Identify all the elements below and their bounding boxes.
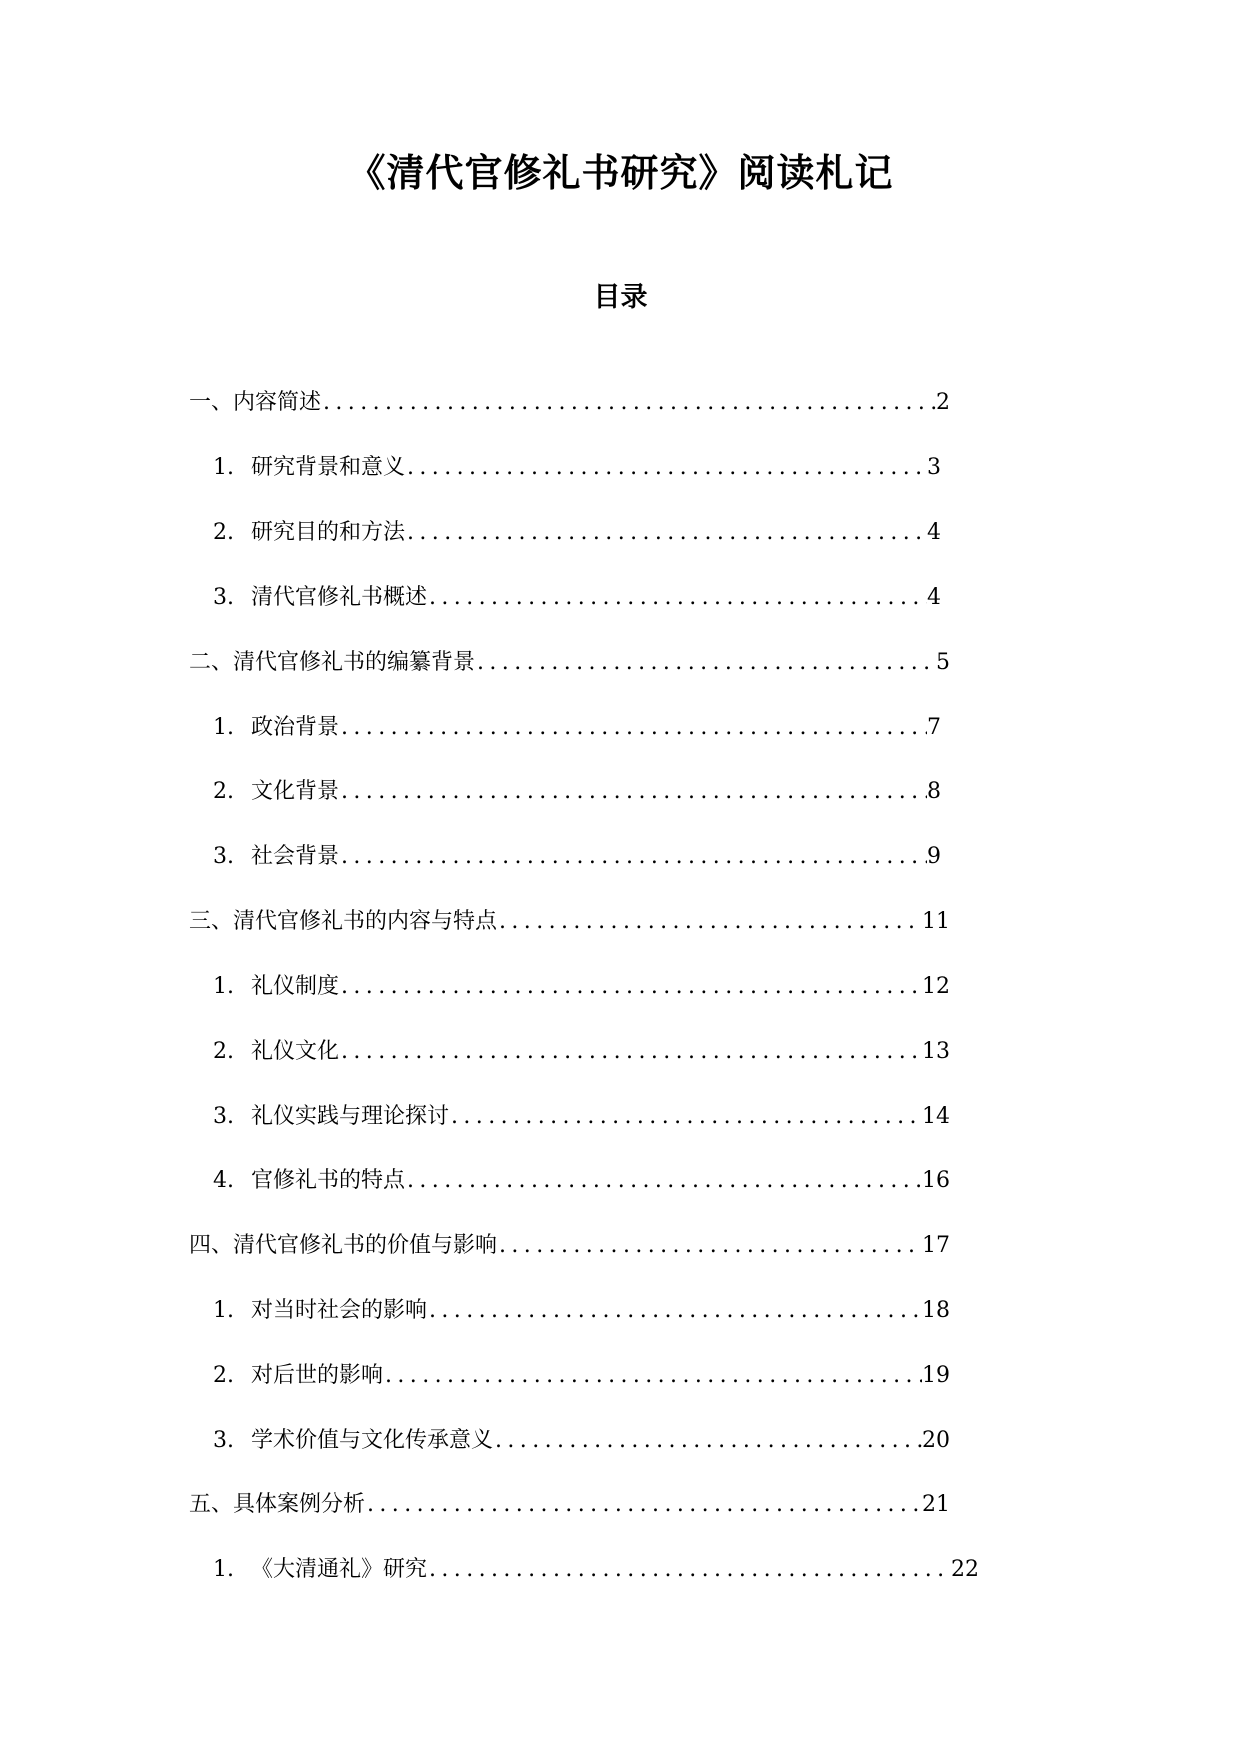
toc-entry-number: 3.: [213, 1428, 234, 1453]
toc-dot-leader: [405, 451, 927, 485]
toc-page-number: 18: [922, 1298, 950, 1323]
toc-entry[interactable]: [213, 451, 941, 485]
toc-entry-text: 政治背景: [251, 715, 340, 740]
toc-entry[interactable]: [213, 1100, 950, 1134]
toc-entry[interactable]: [213, 711, 941, 745]
toc-entry-text: 一、内容简述: [189, 390, 322, 415]
toc-entry-text: 二、清代官修礼书的编纂背景: [189, 650, 476, 675]
toc-dot-leader: [475, 646, 936, 680]
toc-dot-leader: [427, 1294, 922, 1328]
toc-dot-leader: [339, 711, 927, 745]
toc-page-number: 14: [922, 1104, 950, 1129]
toc-entry-text: 清代官修礼书概述: [251, 585, 428, 610]
toc-entry-text: 五、具体案例分析: [189, 1492, 366, 1517]
toc-page-number: 22: [951, 1557, 979, 1582]
toc-entry[interactable]: [213, 1164, 950, 1198]
toc-dot-leader: [493, 1424, 922, 1458]
toc-page-number: 13: [922, 1039, 950, 1064]
toc-entry-text: 研究背景和意义: [251, 455, 406, 480]
toc-page-number: 2: [936, 390, 950, 415]
toc-entry[interactable]: [189, 646, 950, 680]
toc-entry[interactable]: [189, 905, 950, 939]
toc-page-number: 5: [936, 650, 950, 675]
toc-dot-leader: [365, 1488, 922, 1522]
document-title: 《清代官修礼书研究》阅读札记: [347, 150, 894, 195]
toc-entry-number: 1.: [213, 455, 234, 480]
toc-entry-text: 研究目的和方法: [251, 520, 406, 545]
toc-entry-text: 对当时社会的影响: [251, 1298, 428, 1323]
toc-entry[interactable]: [213, 775, 941, 809]
toc-entry-number: 1.: [213, 1298, 234, 1323]
toc-entry[interactable]: [189, 386, 950, 420]
toc-entry[interactable]: [213, 1359, 950, 1393]
toc-heading: 目录: [593, 282, 648, 313]
toc-entry-number: 3.: [213, 844, 234, 869]
toc-entry-number: 1.: [213, 715, 234, 740]
toc-dot-leader: [427, 1553, 951, 1587]
toc-entry-number: 3.: [213, 1104, 234, 1129]
toc-entry[interactable]: [189, 1229, 950, 1263]
toc-entry-number: 2.: [213, 779, 234, 804]
toc-dot-leader: [405, 1164, 922, 1198]
toc-page-number: 8: [927, 779, 941, 804]
toc-entry-number: 1.: [213, 974, 234, 999]
toc-entry[interactable]: [189, 1488, 950, 1522]
toc-entry-text: 学术价值与文化传承意义: [251, 1428, 494, 1453]
toc-dot-leader: [321, 386, 936, 420]
toc-entry[interactable]: [213, 1553, 979, 1587]
toc-entry-text: 四、清代官修礼书的价值与影响: [189, 1233, 498, 1258]
toc-entry-text: 社会背景: [251, 844, 340, 869]
toc-entry[interactable]: [213, 970, 950, 1004]
toc-page-number: 11: [922, 909, 950, 934]
toc-entry-text: 对后世的影响: [251, 1363, 384, 1388]
toc-page-number: 20: [922, 1428, 950, 1453]
toc-entry-number: 2.: [213, 1363, 234, 1388]
toc-page-number: 4: [927, 585, 941, 610]
toc-entry[interactable]: [213, 1424, 950, 1458]
toc-dot-leader: [497, 905, 922, 939]
toc-dot-leader: [427, 581, 927, 615]
toc-page-number: 4: [927, 520, 941, 545]
toc-entry[interactable]: [213, 840, 941, 874]
toc-entry-number: 2.: [213, 520, 234, 545]
toc-entry[interactable]: [213, 1294, 950, 1328]
toc-dot-leader: [383, 1359, 922, 1393]
toc-entry-text: 《大清通礼》研究: [251, 1557, 428, 1582]
toc-entry-number: 4.: [213, 1168, 234, 1193]
toc-page-number: 19: [922, 1363, 950, 1388]
toc-entry-text: 官修礼书的特点: [251, 1168, 406, 1193]
toc-dot-leader: [405, 516, 927, 550]
toc-page-number: 3: [927, 455, 941, 480]
toc-dot-leader: [339, 840, 927, 874]
toc-page-number: 12: [922, 974, 950, 999]
toc-entry-number: 2.: [213, 1039, 234, 1064]
toc-dot-leader: [339, 1035, 922, 1069]
toc-page-number: 21: [922, 1492, 950, 1517]
toc-entry-number: 3.: [213, 585, 234, 610]
toc-entry[interactable]: [213, 516, 941, 550]
toc-page-number: 7: [927, 715, 941, 740]
toc-entry[interactable]: [213, 1035, 950, 1069]
toc-dot-leader: [449, 1100, 922, 1134]
toc-page-number: 9: [927, 844, 941, 869]
toc-entry-text: 礼仪文化: [251, 1039, 340, 1064]
toc-page-number: 16: [922, 1168, 950, 1193]
toc-entry[interactable]: [213, 581, 941, 615]
toc-entry-number: 1.: [213, 1557, 234, 1582]
toc-dot-leader: [339, 970, 922, 1004]
toc-entry-text: 文化背景: [251, 779, 340, 804]
toc-entry-text: 礼仪实践与理论探讨: [251, 1104, 450, 1129]
toc-page-number: 17: [922, 1233, 950, 1258]
toc-entry-text: 礼仪制度: [251, 974, 340, 999]
toc-dot-leader: [497, 1229, 922, 1263]
toc-dot-leader: [339, 775, 927, 809]
toc-entry-text: 三、清代官修礼书的内容与特点: [189, 909, 498, 934]
